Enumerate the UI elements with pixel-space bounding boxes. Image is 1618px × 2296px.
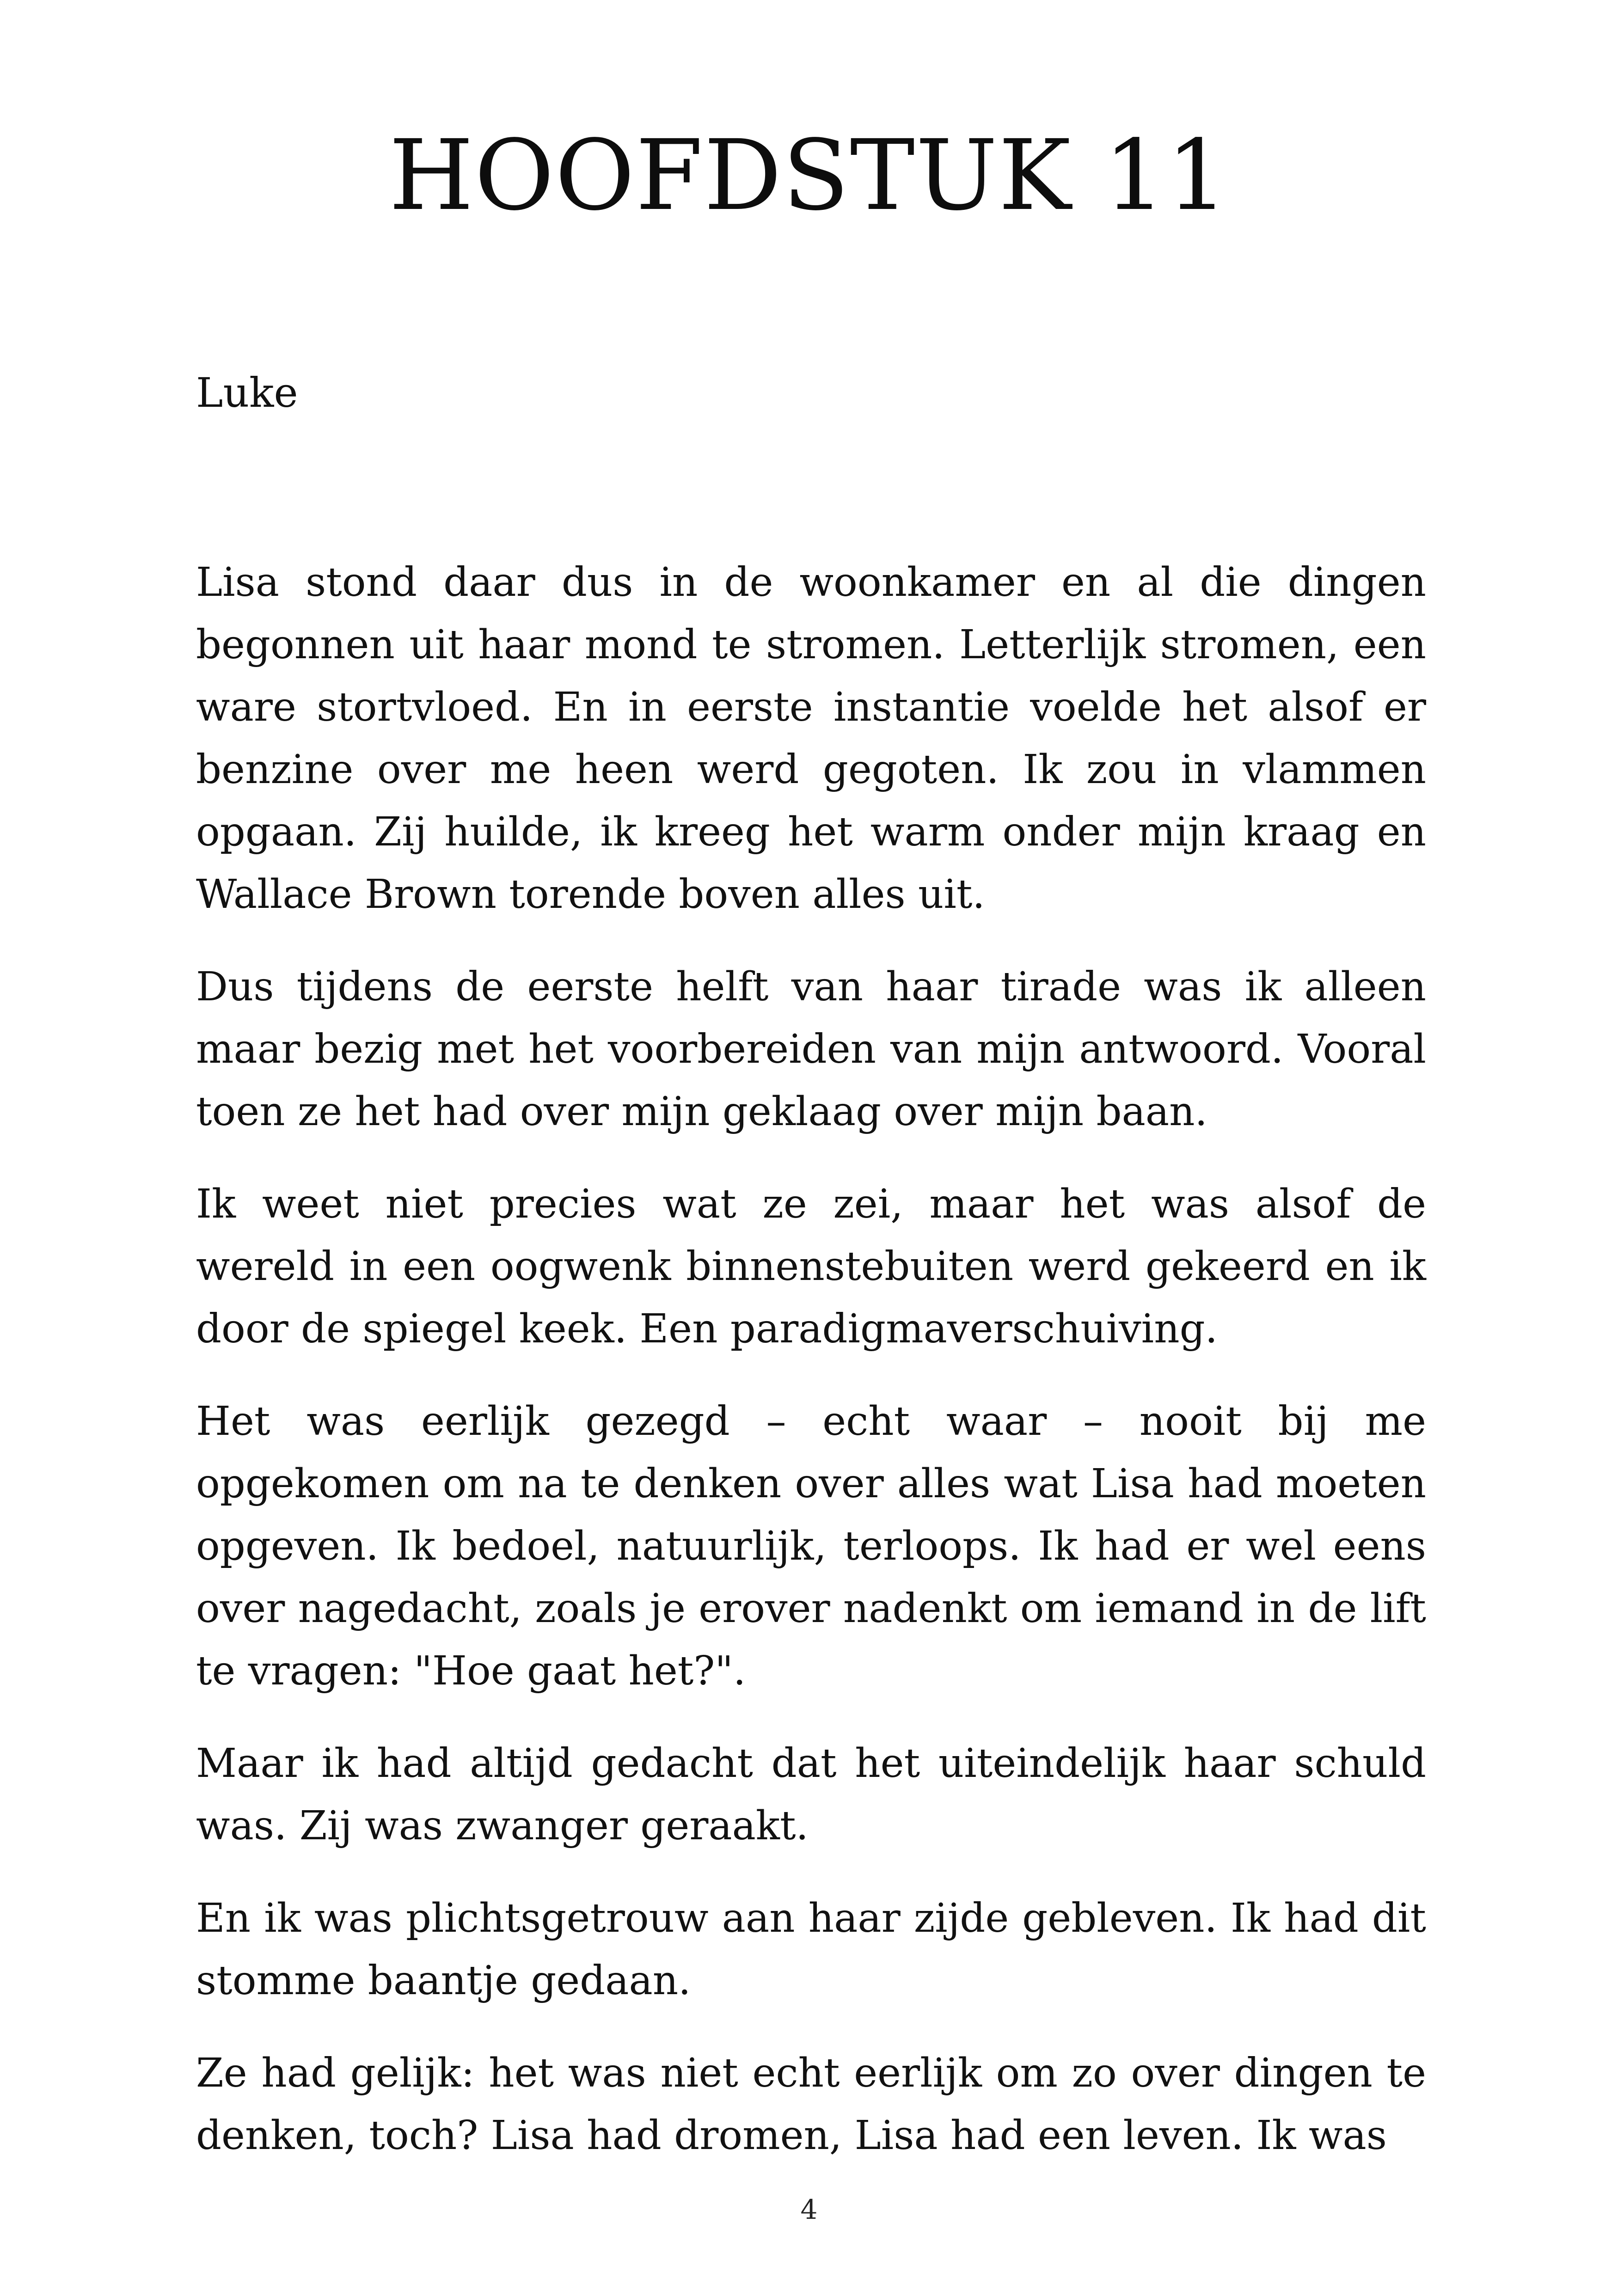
paragraph: Ze had gelijk: het was niet echt eerlijk om zo over dingen te denken, toch? Lisa had dromen, Lisa had een leven. Ik was [196,2050,1426,2159]
paragraph: Het was eerlijk gezegd – echt waar – nooit bij me opgekomen om na te denken over alles wat Lisa had moeten opgeven. Ik bedoel, natuurlijk, terloops. Ik had er wel eens over nagedacht, zoals je erover nadenkt om iemand in de lift te vragen: "Hoe gaat het?". [196,1398,1426,1694]
paragraph: Ik weet niet precies wat ze zei, maar het was alsof de wereld in een oogwenk binnenstebuiten werd gekeerd en ik door de spiegel keek. Een paradigmaverschuiving. [196,1181,1426,1352]
page-number: 4 [800,2194,818,2225]
chapter-pov-name: Luke [196,369,298,416]
paragraph: Maar ik had altijd gedacht dat het uiteindelijk haar schuld was. Zij was zwanger geraakt. [196,1740,1426,1849]
paragraph: Dus tijdens de eerste helft van haar tirade was ik alleen maar bezig met het voorbereiden van mijn antwoord. Vooral toen ze het had over mijn geklaag over mijn baan. [196,964,1426,1135]
paragraph: En ik was plichtsgetrouw aan haar zijde gebleven. Ik had dit stomme baantje gedaan. [196,1895,1426,2004]
chapter-title: HOOFDSTUK 11 [389,119,1229,232]
chapter-body [196,551,1426,2197]
paragraph: Lisa stond daar dus in de woonkamer en al die dingen begonnen uit haar mond te stromen. Letterlijk stromen, een ware stortvloed. En in eerste instantie voelde het alsof er benzine over me heen werd gegoten. Ik zou in vlammen opgaan. Zij huilde, ik kreeg het warm onder mijn kraag en Wallace Brown torende boven alles uit. [196,559,1426,918]
